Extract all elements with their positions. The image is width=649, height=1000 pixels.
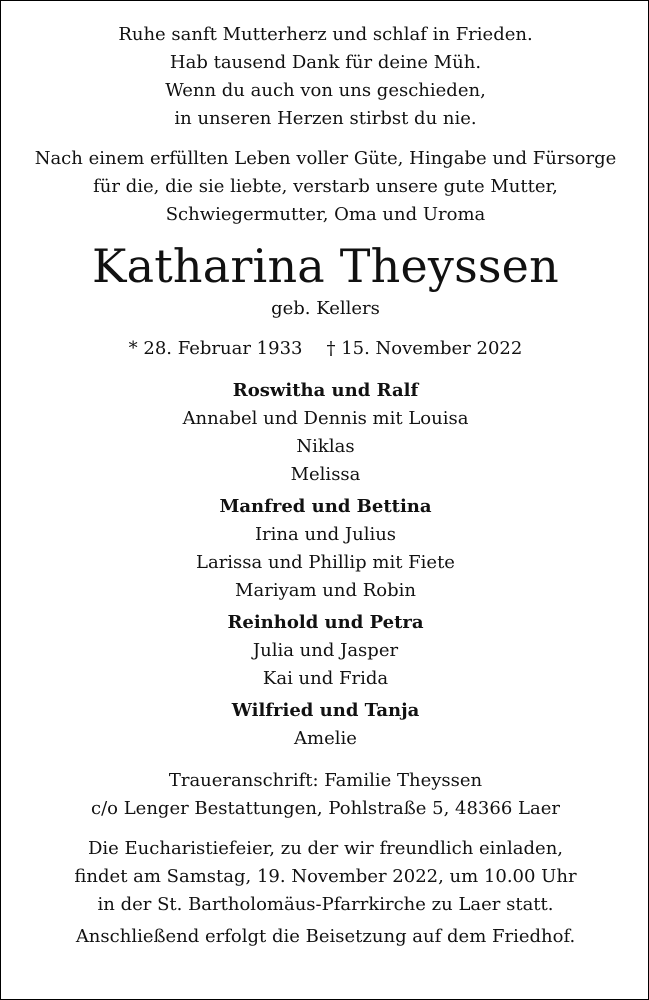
intro-line: Nach einem erfüllten Leben voller Güte, Hingabe und Fürsorge [34,148,617,169]
poem-line: in unseren Herzen stirbst du nie. [174,108,477,129]
obituary-content [1,21,649,951]
burial-note: Anschließend erfolgt die Beisetzung auf dem Friedhof. [75,926,576,947]
family-member: Irina und Julius [254,524,397,545]
service-line: findet am Samstag, 19. November 2022, um 10.00 Uhr [74,866,577,887]
family-head: Manfred und Bettina [219,496,432,517]
address-line: c/o Lenger Bestattungen, Pohlstraße 5, 48366 Laer [91,798,560,819]
family-head: Reinhold und Petra [227,612,424,633]
family-list [1,377,649,753]
family-member: Larissa und Phillip mit Fiete [196,552,455,573]
family-member: Kai und Frida [262,668,389,689]
service-line: Die Eucharistiefeier, zu der wir freundlich einladen, [87,838,564,859]
family-member: Amelie [294,728,357,749]
poem-line: Hab tausend Dank für deine Müh. [169,52,482,73]
born-name: geb. Kellers [271,298,380,319]
family-head: Roswitha und Ralf [232,380,419,401]
service-line: in der St. Bartholomäus-Pfarrkirche zu Laer statt. [97,894,554,915]
family-member: Julia und Jasper [252,640,399,661]
birth-date: * 28. Februar 1933 [128,338,303,359]
service-info [1,835,649,919]
family-member: Niklas [296,436,355,457]
family-member: Melissa [290,464,361,485]
family-group [1,697,649,753]
family-member: Annabel und Dennis mit Louisa [182,408,469,429]
family-group [1,377,649,489]
death-date: † 15. November 2022 [326,338,523,359]
intro-line: für die, die sie liebte, verstarb unsere gute Mutter, [93,176,558,197]
family-group [1,609,649,693]
family-head: Wilfried und Tanja [231,700,420,721]
poem [1,21,649,133]
deceased-name: Katharina Theyssen [92,239,559,293]
address-line: Traueranschrift: Familie Theyssen [168,770,483,791]
mourning-address [1,767,649,823]
poem-line: Wenn du auch von uns geschieden, [165,80,486,101]
intro-line: Schwiegermutter, Oma und Uroma [165,204,486,225]
poem-line: Ruhe sanft Mutterherz und schlaf in Frieden. [118,24,533,45]
life-dates [1,335,649,363]
family-group [1,493,649,605]
intro-text [1,145,649,229]
family-member: Mariyam und Robin [235,580,416,601]
